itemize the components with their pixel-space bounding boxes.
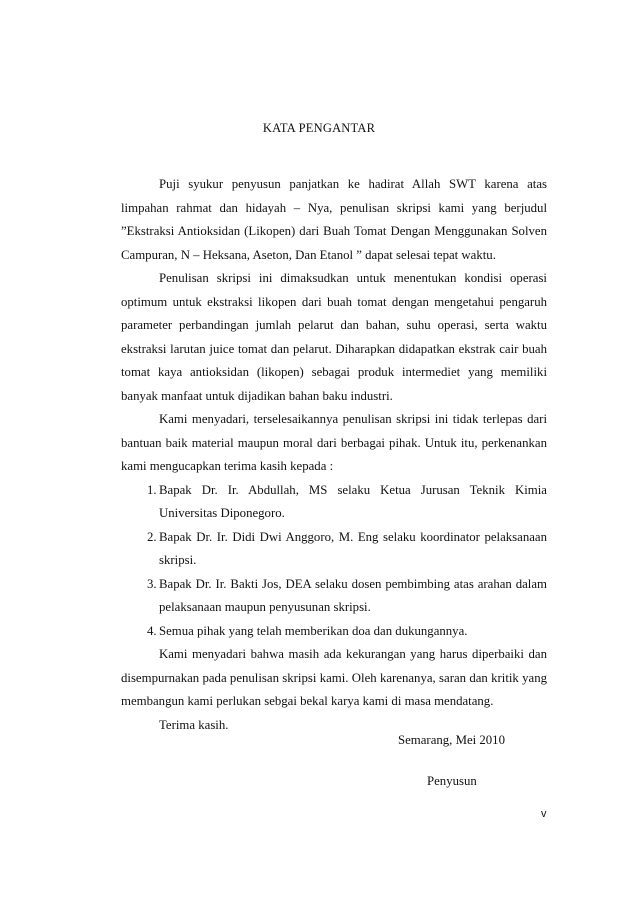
paragraph-thanks: Terima kasih. — [159, 717, 229, 732]
list-item — [121, 526, 547, 573]
list-item-text: Semua pihak yang telah memberikan doa dan dukungannya. — [159, 623, 468, 638]
page-title: KATA PENGANTAR — [262, 121, 376, 135]
list-number: 3. — [147, 576, 157, 591]
list-item — [121, 620, 547, 644]
author-label: Penyusun — [427, 774, 477, 788]
list-number: 4. — [147, 623, 157, 638]
paragraph-intro: Puji syukur penyusun panjatkan ke hadirat Allah SWT karena atas limpahan rahmat dan hidayah – Nya, penulisan skripsi kami yang berjudul ”Ekstraksi Antioksidan (Likopen) dari Buah Tomat Dengan Menggunakan Solven Campuran, N – Heksana, Aseton, Dan Etanol ” dapat selesai tepat waktu. — [121, 177, 547, 262]
city-date: Semarang, Mei 2010 — [398, 733, 505, 747]
list-item — [121, 479, 547, 526]
paragraph-acknowledgement: Kami menyadari, terselesaikannya penulisan skripsi ini tidak terlepas dari bantuan baik material maupun moral dari berbagai pihak. Untuk itu, perkenankan kami mengucapkan terima kasih kepada : — [121, 412, 547, 473]
document-body — [121, 173, 547, 737]
paragraph-purpose: Penulisan skripsi ini dimaksudkan untuk menentukan kondisi operasi optimum untuk ekstraksi likopen dari buah tomat dengan mengetahui pengaruh parameter perbandingan jumlah pelarut dan bahan, suhu operasi, serta waktu ekstraksi larutan juice tomat dan pelarut. Diharapkan didapatkan ekstrak cair buah tomat kaya antioksidan (likopen) sebagai produk intermediet yang memiliki banyak manfaat untuk dijadikan bahan baku industri. — [121, 271, 547, 403]
list-item-text: Bapak Dr. Ir. Bakti Jos, DEA selaku dosen pembimbing atas arahan dalam pelaksanaan maupun penyusunan skripsi. — [159, 576, 547, 614]
list-number: 2. — [147, 529, 157, 544]
paragraph-closing: Kami menyadari bahwa masih ada kekurangan yang harus diperbaiki dan disempurnakan pada penulisan skripsi kami. Oleh karenanya, saran dan kritik yang membangun kami perlukan sebgai bekal karya kami di masa mendatang. — [121, 647, 547, 708]
list-item-text: Bapak Dr. Ir. Abdullah, MS selaku Ketua Jurusan Teknik Kimia Universitas Diponegoro. — [159, 482, 547, 520]
list-item-text: Bapak Dr. Ir. Didi Dwi Anggoro, M. Eng selaku koordinator pelaksanaan skripsi. — [159, 529, 547, 567]
acknowledgement-list — [121, 479, 547, 644]
list-item — [121, 573, 547, 620]
page-number: v — [541, 808, 547, 820]
list-number: 1. — [147, 482, 157, 497]
